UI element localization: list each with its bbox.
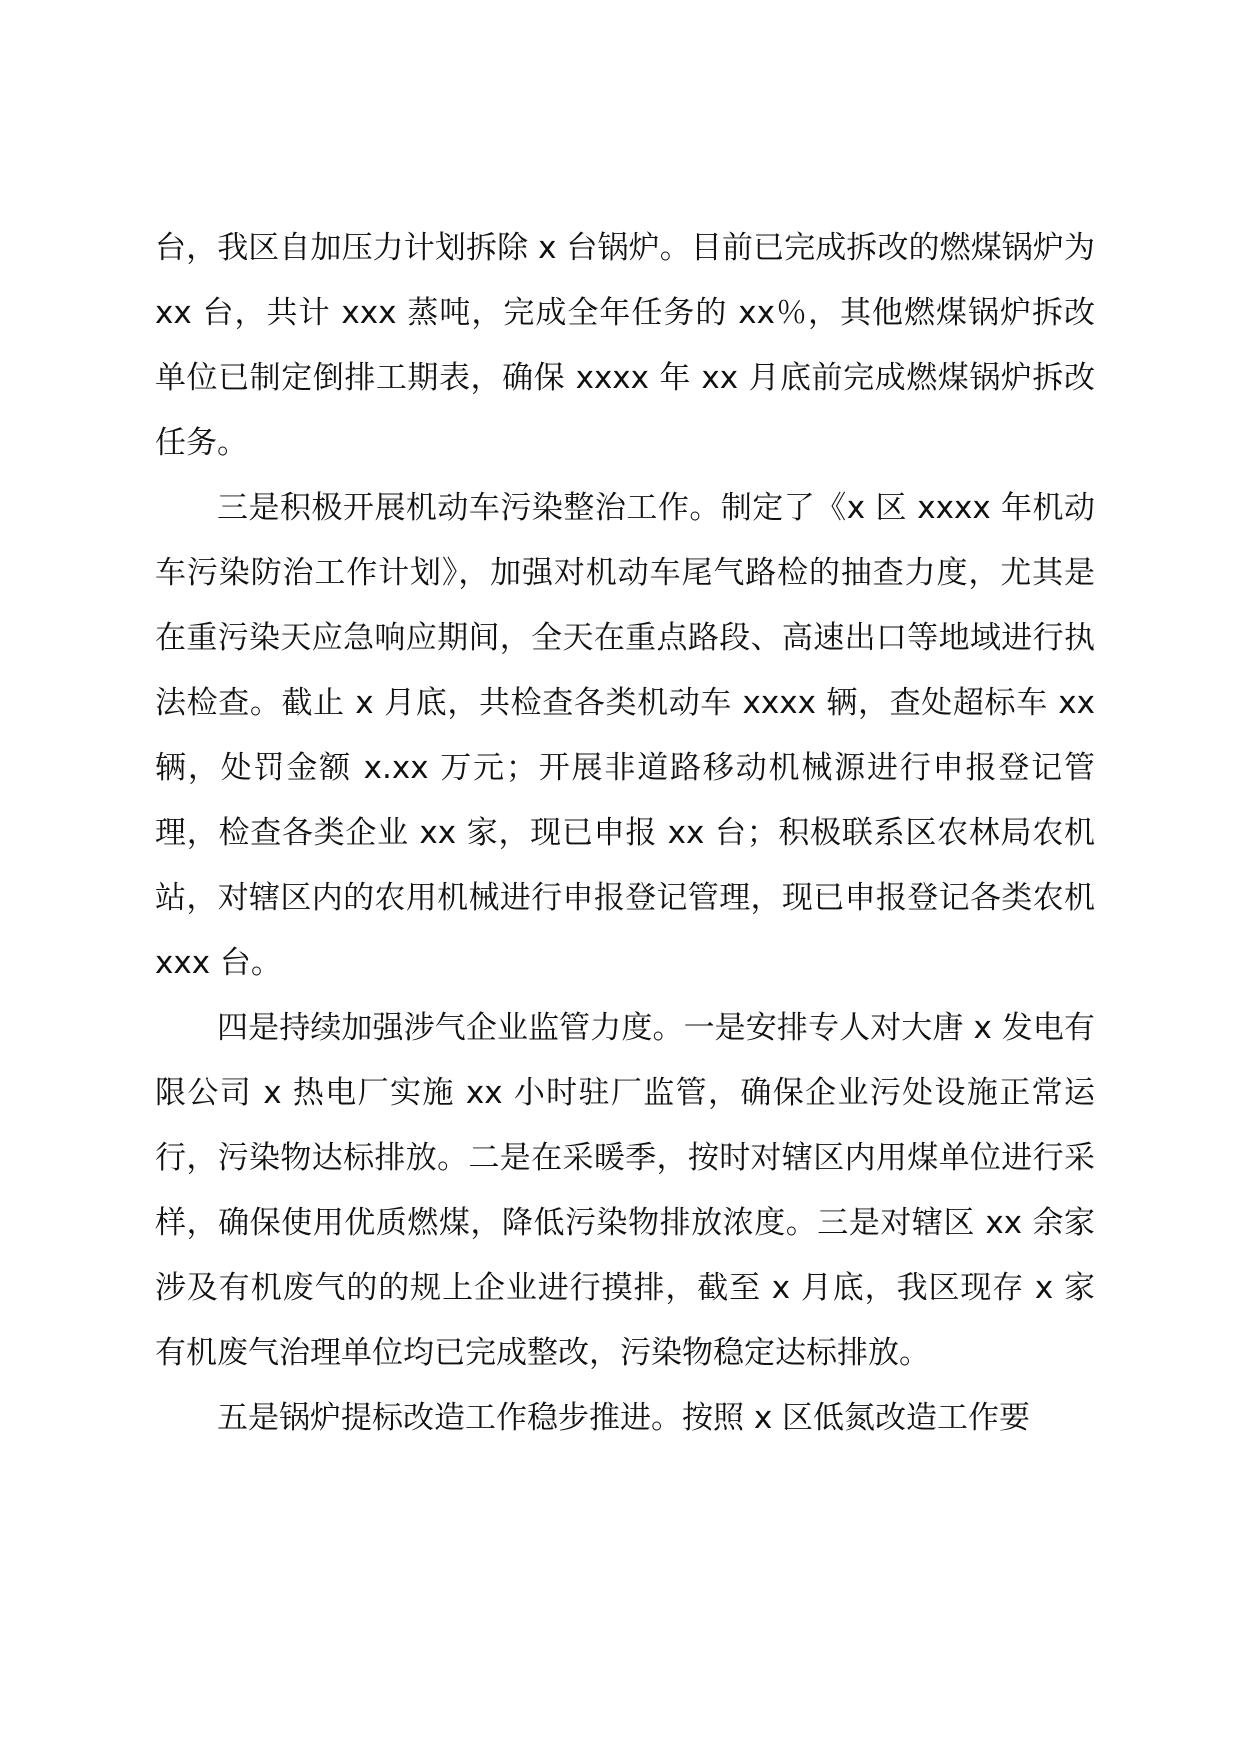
- paragraph-boiler-upgrade: 五是锅炉提标改造工作稳步推进。按照 x 区低氮改造工作要: [217, 1400, 1031, 1436]
- document-body: [155, 216, 1095, 1451]
- paragraph-gas-enterprise-supervision: 四是持续加强涉气企业监管力度。一是安排专人对大唐 x 发电有限公司 x 热电厂实施 xx 小时驻厂监管，确保企业污处设施正常运行，污染物达标排放。二是在采暖季，按时对辖区内用煤单位进行采样，确保使用优质燃煤，降低污染物排放浓度。三是对辖区 xx 余家涉及有机废气的的规上企业进行摸排，截至 x 月底，我区现存 x 家有机废气治理单位均已完成整改，污染物稳定达标排放。: [155, 1010, 1095, 1371]
- paragraph-boiler-continuation: 台，我区自加压力计划拆除 x 台锅炉。目前已完成拆改的燃煤锅炉为 xx 台，共计 xxx 蒸吨，完成全年任务的 xx％，其他燃煤锅炉拆改单位已制定倒排工期表，确保 xxxx 年 xx 月底前完成燃煤锅炉拆改任务。: [155, 230, 1095, 461]
- paragraph-motor-vehicle-pollution: 三是积极开展机动车污染整治工作。制定了《x 区 xxxx 年机动车污染防治工作计划》，加强对机动车尾气路检的抽查力度，尤其是在重污染天应急响应期间，全天在重点路段、高速出口等地域进行执法检查。截止 x 月底，共检查各类机动车 xxxx 辆，查处超标车 xx 辆，处罚金额 x.xx 万元；开展非道路移动机械源进行申报登记管理，检查各类企业 xx 家，现已申报 xx 台；积极联系区农林局农机站，对辖区内的农用机械进行申报登记管理，现已申报登记各类农机 xxx 台。: [155, 490, 1095, 981]
